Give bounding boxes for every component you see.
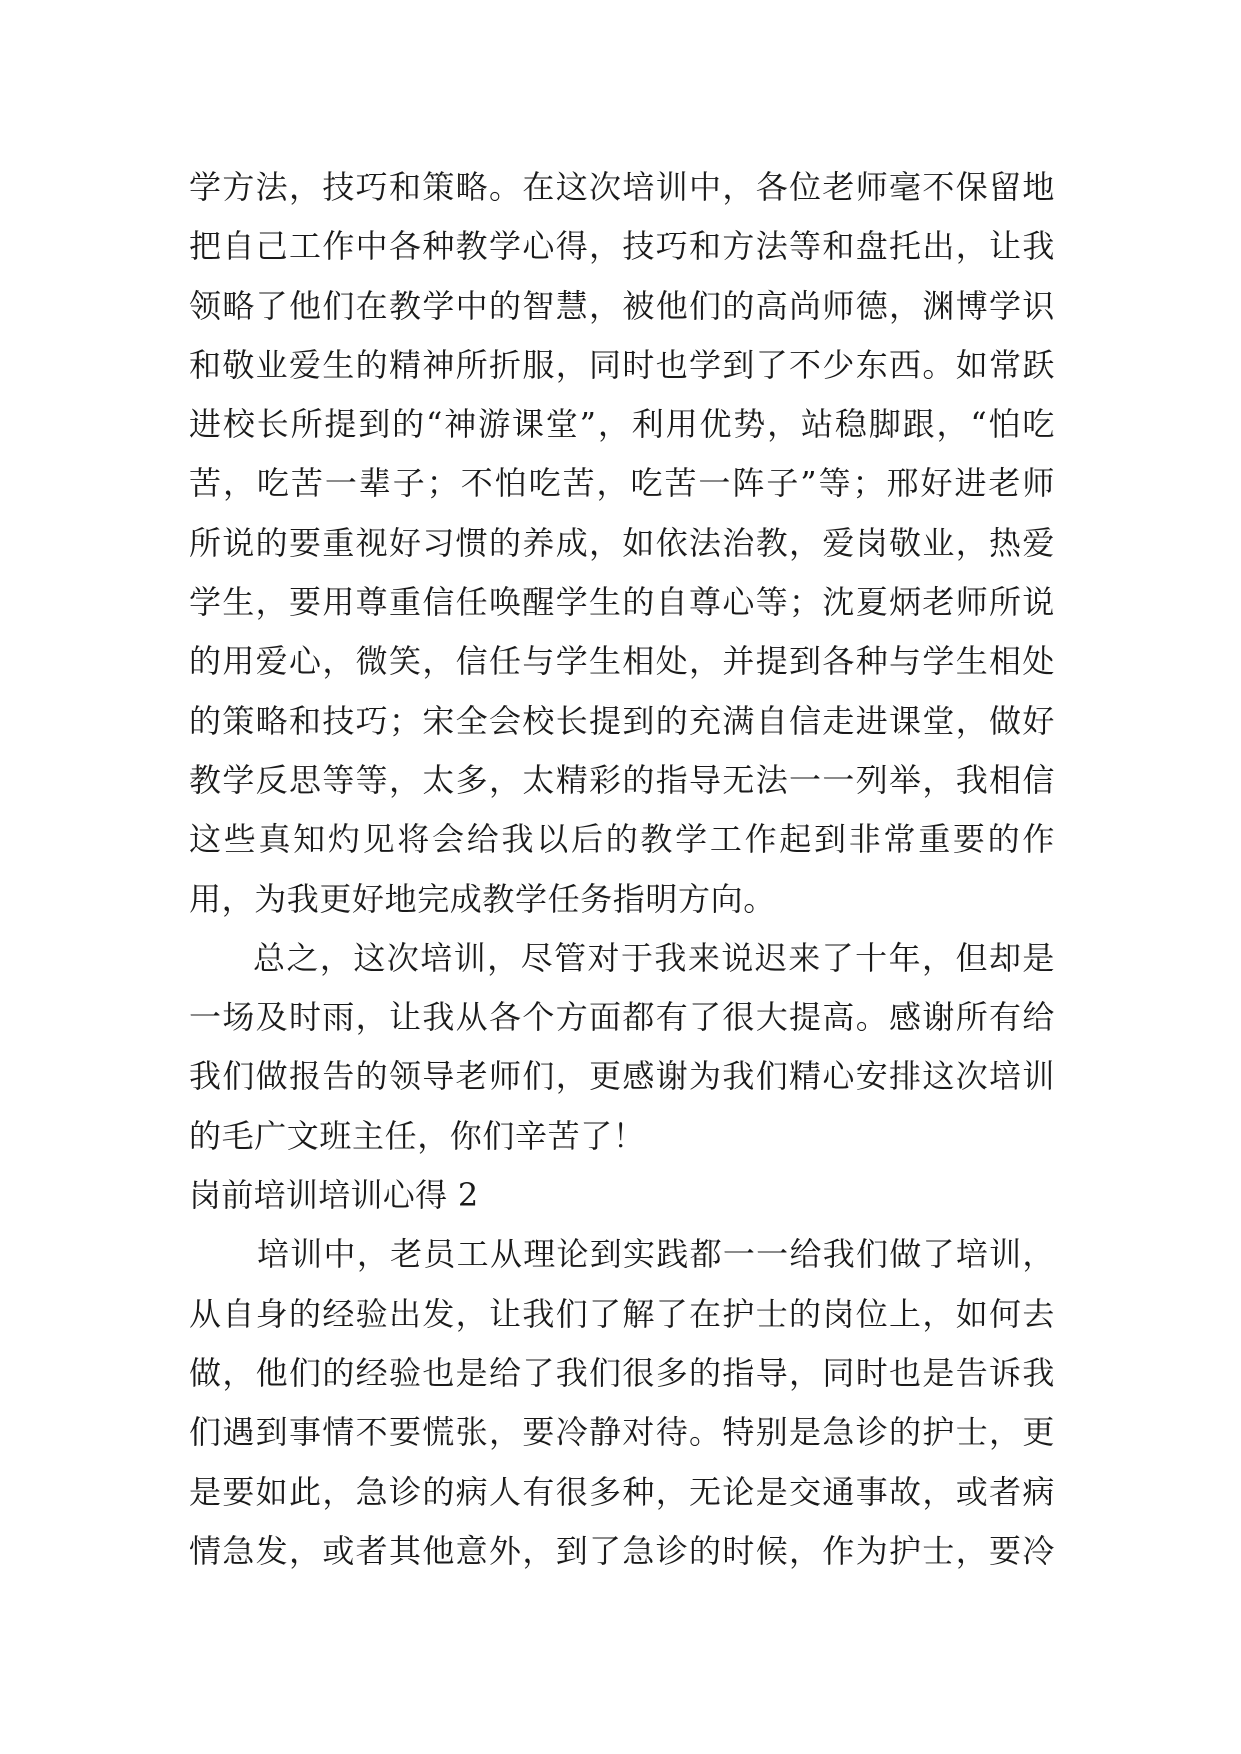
- paragraph-nurse-training: [189, 1225, 1055, 1581]
- text-line: 从自身的经验出发，让我们了解了在护士的岗位上，如何去: [189, 1294, 1055, 1333]
- text-line: 用，为我更好地完成教学任务指明方向。: [189, 879, 776, 918]
- text-line: 培训中，老员工从理论到实践都一一给我们做了培训，: [257, 1235, 1055, 1274]
- text-line: 们遇到事情不要慌张，要冷静对待。特别是急诊的护士，更: [189, 1413, 1055, 1452]
- text-line: 的用爱心，微笑，信任与学生相处，并提到各种与学生相处: [189, 642, 1055, 681]
- text-line: 学方法，技巧和策略。在这次培训中，各位老师毫不保留地: [189, 168, 1055, 206]
- section-heading: 岗前培训培训心得 2: [189, 1176, 479, 1215]
- text-line: 我们做报告的领导老师们，更感谢为我们精心安排这次培训: [189, 1057, 1055, 1096]
- text-line: 的毛广文班主任，你们辛苦了！: [189, 1116, 646, 1155]
- text-line: 苦，吃苦一辈子；不怕吃苦，吃苦一阵子”等；邢好进老师: [189, 464, 1055, 503]
- paragraph-teaching-methods: [189, 158, 1055, 929]
- text-line: 总之，这次培训，尽管对于我来说迟来了十年，但却是: [253, 938, 1055, 977]
- text-line: 教学反思等等，太多，太精彩的指导无法一一列举，我相信: [189, 760, 1055, 799]
- text-line: 这些真知灼见将会给我以后的教学工作起到非常重要的作: [189, 820, 1055, 859]
- text-line: 学生，要用尊重信任唤醒学生的自尊心等；沈夏炳老师所说: [189, 583, 1055, 622]
- text-line: 做，他们的经验也是给了我们很多的指导，同时也是告诉我: [189, 1353, 1055, 1392]
- text-line: 情急发，或者其他意外，到了急诊的时候，作为护士，要冷: [189, 1531, 1055, 1570]
- paragraph-conclusion: [189, 929, 1055, 1166]
- document-body: [189, 158, 1055, 1581]
- text-line: 的策略和技巧；宋全会校长提到的充满自信走进课堂，做好: [189, 701, 1055, 740]
- text-line: 所说的要重视好习惯的养成，如依法治教，爱岗敬业，热爱: [189, 523, 1055, 562]
- text-line: 一场及时雨，让我从各个方面都有了很大提高。感谢所有给: [189, 998, 1055, 1037]
- text-line: 是要如此，急诊的病人有很多种，无论是交通事故，或者病: [189, 1472, 1055, 1511]
- text-line: 进校长所提到的“神游课堂”，利用优势，站稳脚跟，“怕吃: [189, 405, 1055, 444]
- text-line: 把自己工作中各种教学心得，技巧和方法等和盘托出，让我: [189, 227, 1055, 266]
- text-line: 和敬业爱生的精神所折服，同时也学到了不少东西。如常跃: [189, 345, 1055, 384]
- text-line: 领略了他们在教学中的智慧，被他们的高尚师德，渊博学识: [189, 286, 1055, 325]
